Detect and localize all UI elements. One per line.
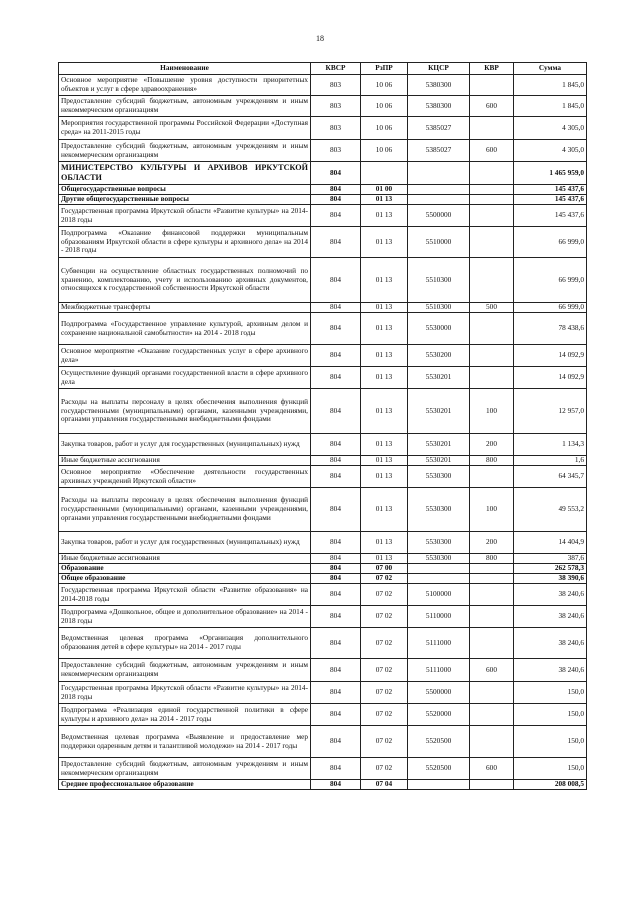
cell-kvr [470, 162, 514, 185]
table-row [59, 780, 587, 790]
cell-kvr [470, 780, 514, 790]
cell-rzpr: 07 02 [361, 584, 408, 606]
cell-sum: 49 553,2 [514, 488, 587, 532]
cell-kvr: 500 [470, 303, 514, 313]
cell-kcsr: 5520500 [408, 726, 470, 758]
cell-rzpr: 07 00 [361, 564, 408, 574]
cell-rzpr: 01 13 [361, 488, 408, 532]
cell-kvsr: 804 [311, 227, 361, 258]
cell-kcsr: 5500000 [408, 205, 470, 227]
cell-kvr: 800 [470, 554, 514, 564]
cell-kcsr: 5530300 [408, 488, 470, 532]
cell-rzpr: 01 00 [361, 185, 408, 195]
cell-name: Ведомственная целевая программа «Организация дополнительного образования детей в сфере культуры» на 2014 - 2017 годы [59, 628, 311, 659]
cell-name: Государственная программа Иркутской области «Развитие культуры» на 2014-2018 годы [59, 205, 311, 227]
table-row [59, 758, 587, 780]
table-row [59, 628, 587, 659]
cell-sum: 14 092,9 [514, 367, 587, 389]
budget-table [58, 62, 587, 790]
cell-name: Расходы на выплаты персоналу в целях обеспечения выполнения функций государственными (муниципальными) органами, казенными учреждениями, органами управления государственными внебюджетными фондами [59, 488, 311, 532]
cell-kvsr: 804 [311, 758, 361, 780]
table-row [59, 258, 587, 303]
cell-rzpr: 10 06 [361, 140, 408, 162]
cell-kcsr: 5520500 [408, 758, 470, 780]
cell-kvsr: 804 [311, 303, 361, 313]
cell-kvr: 800 [470, 456, 514, 466]
cell-sum: 4 305,0 [514, 140, 587, 162]
cell-rzpr: 01 13 [361, 554, 408, 564]
cell-sum: 38 240,6 [514, 584, 587, 606]
cell-sum: 1 845,0 [514, 75, 587, 96]
cell-kcsr [408, 195, 470, 205]
cell-kcsr: 5110000 [408, 606, 470, 628]
cell-name: Общегосударственные вопросы [59, 185, 311, 195]
cell-rzpr: 07 02 [361, 574, 408, 584]
cell-rzpr: 01 13 [361, 456, 408, 466]
cell-rzpr: 10 06 [361, 75, 408, 96]
cell-sum: 64 345,7 [514, 466, 587, 488]
table-row [59, 704, 587, 726]
cell-rzpr: 07 02 [361, 704, 408, 726]
table-row [59, 574, 587, 584]
cell-name: Образование [59, 564, 311, 574]
cell-kvsr: 804 [311, 554, 361, 564]
cell-sum: 262 578,3 [514, 564, 587, 574]
cell-rzpr: 07 02 [361, 628, 408, 659]
cell-sum: 14 092,9 [514, 345, 587, 367]
table-header-row [59, 63, 587, 75]
cell-sum: 1 465 959,0 [514, 162, 587, 185]
cell-sum: 78 438,6 [514, 313, 587, 345]
cell-name: Предоставление субсидий бюджетным, автономным учреждениям и иным некоммерческим организациям [59, 140, 311, 162]
cell-kvr: 100 [470, 488, 514, 532]
cell-sum: 208 008,5 [514, 780, 587, 790]
cell-kvsr: 803 [311, 96, 361, 117]
cell-kvsr: 804 [311, 389, 361, 434]
table-row [59, 303, 587, 313]
cell-rzpr: 10 06 [361, 117, 408, 140]
cell-kcsr [408, 574, 470, 584]
table-row [59, 488, 587, 532]
cell-rzpr [361, 162, 408, 185]
cell-kcsr: 5380300 [408, 96, 470, 117]
cell-kvsr: 804 [311, 195, 361, 205]
cell-sum: 1 845,0 [514, 96, 587, 117]
cell-rzpr: 07 02 [361, 659, 408, 682]
cell-name: Подпрограмма «Оказание финансовой поддержки муниципальным образованиям Иркутской области в сфере культуры и архивного дела» на 2014 - 2018 годы [59, 227, 311, 258]
cell-kcsr: 5510000 [408, 227, 470, 258]
cell-kcsr: 5520000 [408, 704, 470, 726]
cell-sum: 38 390,6 [514, 574, 587, 584]
cell-sum: 38 240,6 [514, 628, 587, 659]
cell-kcsr: 5385027 [408, 140, 470, 162]
cell-rzpr: 01 13 [361, 434, 408, 456]
cell-kvr [470, 628, 514, 659]
cell-name: МИНИСТЕРСТВО КУЛЬТУРЫ И АРХИВОВ ИРКУТСКОЙ ОБЛАСТИ [59, 162, 311, 185]
cell-sum: 66 999,0 [514, 303, 587, 313]
cell-rzpr: 01 13 [361, 345, 408, 367]
cell-sum: 145 437,6 [514, 205, 587, 227]
cell-name: Предоставление субсидий бюджетным, автономным учреждениям и иным некоммерческим организациям [59, 659, 311, 682]
cell-kcsr: 5380300 [408, 75, 470, 96]
table-row [59, 75, 587, 96]
cell-kvsr: 804 [311, 682, 361, 704]
cell-kvsr: 804 [311, 434, 361, 456]
cell-sum: 150,0 [514, 726, 587, 758]
cell-kvsr: 804 [311, 584, 361, 606]
cell-rzpr: 07 02 [361, 758, 408, 780]
cell-sum: 12 957,0 [514, 389, 587, 434]
table-row [59, 96, 587, 117]
cell-rzpr: 01 13 [361, 466, 408, 488]
table-row [59, 227, 587, 258]
cell-rzpr: 01 13 [361, 205, 408, 227]
table-row [59, 185, 587, 195]
table-row [59, 345, 587, 367]
cell-kcsr: 5100000 [408, 584, 470, 606]
cell-rzpr: 10 06 [361, 96, 408, 117]
cell-name: Основное мероприятие «Повышение уровня доступности приоритетных объектов и услуг в сфере здравоохранения» [59, 75, 311, 96]
cell-kcsr: 5530300 [408, 466, 470, 488]
header-kcsr: КЦСР [408, 63, 470, 75]
cell-sum: 66 999,0 [514, 258, 587, 303]
cell-rzpr: 07 02 [361, 682, 408, 704]
cell-name: Ведомственная целевая программа «Выявление и предоставление мер поддержки одаренным детям и талантливой молодежи» на 2014 - 2017 годы [59, 726, 311, 758]
cell-kvr [470, 584, 514, 606]
cell-kcsr: 5385027 [408, 117, 470, 140]
cell-name: Субвенции на осуществление областных государственных полномочий по хранению, комплектованию, учету и использованию архивных документов, относящихся к государственной собственности Иркутской области [59, 258, 311, 303]
cell-kvr: 600 [470, 140, 514, 162]
cell-sum: 66 999,0 [514, 227, 587, 258]
cell-name: Межбюджетные трансферты [59, 303, 311, 313]
cell-kcsr: 5530201 [408, 389, 470, 434]
table-row [59, 367, 587, 389]
cell-kcsr: 5530000 [408, 313, 470, 345]
cell-kvr [470, 258, 514, 303]
cell-name: Предоставление субсидий бюджетным, автономным учреждениям и иным некоммерческим организациям [59, 96, 311, 117]
cell-kcsr: 5530201 [408, 434, 470, 456]
cell-kvsr: 803 [311, 140, 361, 162]
cell-kcsr [408, 780, 470, 790]
cell-kcsr: 5530200 [408, 345, 470, 367]
cell-name: Расходы на выплаты персоналу в целях обеспечения выполнения функций государственными (муниципальными) органами, казенными учреждениями, органами управления государственными внебюджетными фондами [59, 389, 311, 434]
cell-kvsr: 804 [311, 456, 361, 466]
cell-rzpr: 01 13 [361, 303, 408, 313]
cell-kvr [470, 574, 514, 584]
cell-name: Другие общегосударственные вопросы [59, 195, 311, 205]
table-row [59, 532, 587, 554]
cell-sum: 145 437,6 [514, 195, 587, 205]
table-row [59, 313, 587, 345]
cell-kvsr: 804 [311, 205, 361, 227]
table-row [59, 584, 587, 606]
cell-name: Предоставление субсидий бюджетным, автономным учреждениям и иным некоммерческим организациям [59, 758, 311, 780]
cell-kvsr: 804 [311, 532, 361, 554]
header-sum: Сумма [514, 63, 587, 75]
cell-kcsr [408, 564, 470, 574]
cell-kvsr: 804 [311, 659, 361, 682]
header-kvsr: КВСР [311, 63, 361, 75]
table-row [59, 554, 587, 564]
cell-sum: 14 404,9 [514, 532, 587, 554]
cell-sum: 150,0 [514, 682, 587, 704]
cell-name: Подпрограмма «Реализация единой государственной политики в сфере культуры и архивного дела» на 2014 - 2017 годы [59, 704, 311, 726]
cell-sum: 4 305,0 [514, 117, 587, 140]
cell-rzpr: 07 02 [361, 726, 408, 758]
cell-kcsr [408, 185, 470, 195]
cell-kvr [470, 704, 514, 726]
table-row [59, 162, 587, 185]
cell-kvr [470, 466, 514, 488]
cell-kvsr: 804 [311, 564, 361, 574]
cell-kvr [470, 367, 514, 389]
cell-kvsr: 804 [311, 185, 361, 195]
cell-kvsr: 804 [311, 162, 361, 185]
table-row [59, 466, 587, 488]
cell-name: Государственная программа Иркутской области «Развитие культуры» на 2014-2018 годы [59, 682, 311, 704]
cell-sum: 150,0 [514, 704, 587, 726]
cell-kvr [470, 345, 514, 367]
cell-rzpr: 01 13 [361, 227, 408, 258]
cell-kvsr: 804 [311, 367, 361, 389]
table-row [59, 682, 587, 704]
cell-kvsr: 804 [311, 345, 361, 367]
cell-sum: 145 437,6 [514, 185, 587, 195]
cell-kvsr: 804 [311, 780, 361, 790]
cell-kvr [470, 185, 514, 195]
cell-sum: 387,6 [514, 554, 587, 564]
cell-kvr: 600 [470, 659, 514, 682]
cell-kcsr: 5510300 [408, 258, 470, 303]
table-row [59, 195, 587, 205]
cell-kvr [470, 726, 514, 758]
cell-sum: 38 240,6 [514, 606, 587, 628]
table-body [59, 75, 587, 790]
cell-kcsr: 5530201 [408, 456, 470, 466]
cell-kcsr: 5530300 [408, 532, 470, 554]
cell-kvr [470, 117, 514, 140]
cell-sum: 150,0 [514, 758, 587, 780]
table-row [59, 389, 587, 434]
page-number: 18 [316, 34, 324, 43]
cell-sum: 1,6 [514, 456, 587, 466]
cell-kvsr: 804 [311, 258, 361, 303]
table-row [59, 659, 587, 682]
cell-kvr: 600 [470, 758, 514, 780]
cell-kvr [470, 313, 514, 345]
cell-name: Иные бюджетные ассигнования [59, 456, 311, 466]
table-row [59, 140, 587, 162]
table-row [59, 434, 587, 456]
table-row [59, 726, 587, 758]
cell-rzpr: 07 02 [361, 606, 408, 628]
cell-kvr [470, 195, 514, 205]
cell-name: Государственная программа Иркутской области «Развитие образования» на 2014-2018 годы [59, 584, 311, 606]
table-row [59, 205, 587, 227]
cell-kvr: 100 [470, 389, 514, 434]
cell-name: Закупка товаров, работ и услуг для государственных (муниципальных) нужд [59, 532, 311, 554]
cell-name: Мероприятия государственной программы Российской Федерации «Доступная среда» на 2011-2015 годы [59, 117, 311, 140]
cell-rzpr: 01 13 [361, 258, 408, 303]
cell-name: Иные бюджетные ассигнования [59, 554, 311, 564]
cell-kvsr: 804 [311, 628, 361, 659]
table-row [59, 456, 587, 466]
cell-rzpr: 01 13 [361, 313, 408, 345]
cell-kvsr: 804 [311, 488, 361, 532]
cell-kvsr: 803 [311, 75, 361, 96]
cell-kvsr: 804 [311, 726, 361, 758]
table-row [59, 606, 587, 628]
cell-kvr [470, 205, 514, 227]
cell-rzpr: 01 13 [361, 532, 408, 554]
header-rzpr: РзПР [361, 63, 408, 75]
cell-kcsr: 5500000 [408, 682, 470, 704]
cell-rzpr: 01 13 [361, 195, 408, 205]
cell-kvsr: 804 [311, 574, 361, 584]
cell-kcsr: 5510300 [408, 303, 470, 313]
cell-kvr [470, 682, 514, 704]
cell-kcsr: 5530201 [408, 367, 470, 389]
cell-rzpr: 01 13 [361, 367, 408, 389]
cell-name: Основное мероприятие «Обеспечение деятельности государственных архивных учреждений Иркутской области» [59, 466, 311, 488]
cell-kvsr: 804 [311, 466, 361, 488]
header-kvr: КВР [470, 63, 514, 75]
cell-kvr [470, 606, 514, 628]
table-row [59, 117, 587, 140]
cell-kvr: 600 [470, 96, 514, 117]
cell-rzpr: 01 13 [361, 389, 408, 434]
cell-sum: 38 240,6 [514, 659, 587, 682]
cell-name: Среднее профессиональное образование [59, 780, 311, 790]
table-row [59, 564, 587, 574]
cell-name: Подпрограмма «Государственное управление культурой, архивным делом и сохранение национальной самобытности» на 2014 - 2018 годы [59, 313, 311, 345]
cell-kvr: 200 [470, 532, 514, 554]
cell-kcsr: 5111000 [408, 659, 470, 682]
cell-name: Основное мероприятие «Оказание государственных услуг в сфере архивного дела» [59, 345, 311, 367]
cell-kvr [470, 227, 514, 258]
cell-kcsr: 5111000 [408, 628, 470, 659]
cell-kvr [470, 75, 514, 96]
cell-name: Общее образование [59, 574, 311, 584]
cell-kvsr: 803 [311, 117, 361, 140]
cell-name: Закупка товаров, работ и услуг для государственных (муниципальных) нужд [59, 434, 311, 456]
cell-kvr: 200 [470, 434, 514, 456]
cell-kcsr [408, 162, 470, 185]
cell-rzpr: 07 04 [361, 780, 408, 790]
cell-sum: 1 134,3 [514, 434, 587, 456]
cell-kvr [470, 564, 514, 574]
cell-kvsr: 804 [311, 606, 361, 628]
cell-kvsr: 804 [311, 704, 361, 726]
cell-kcsr: 5530300 [408, 554, 470, 564]
cell-kvsr: 804 [311, 313, 361, 345]
cell-name: Подпрограмма «Дошкольное, общее и дополнительное образование» на 2014 - 2018 годы [59, 606, 311, 628]
cell-name: Осуществление функций органами государственной власти в сфере архивного дела [59, 367, 311, 389]
header-name: Наименование [59, 63, 311, 75]
